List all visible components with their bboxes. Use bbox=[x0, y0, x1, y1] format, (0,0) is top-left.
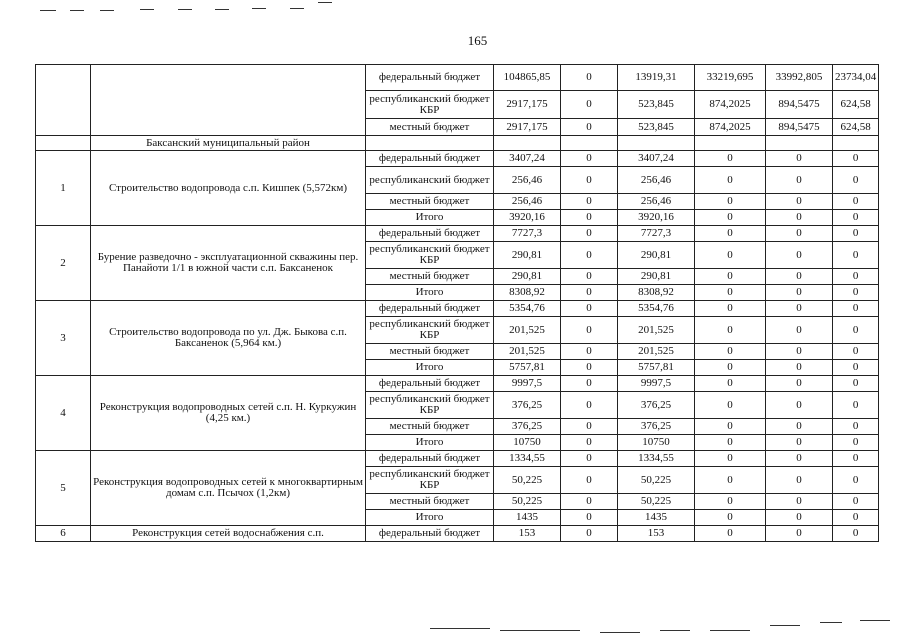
value-cell: 50,225 bbox=[494, 494, 561, 510]
funding-source-cell: республиканский бюджет КБР bbox=[366, 242, 494, 269]
value-cell: 256,46 bbox=[494, 167, 561, 194]
value-cell: 0 bbox=[833, 494, 879, 510]
value-cell: 0 bbox=[766, 526, 833, 542]
value-cell: 0 bbox=[766, 194, 833, 210]
value-cell: 0 bbox=[766, 451, 833, 467]
value-cell: 0 bbox=[766, 167, 833, 194]
value-cell: 0 bbox=[561, 151, 618, 167]
value-cell: 256,46 bbox=[618, 194, 695, 210]
funding-source-cell: Итого bbox=[366, 210, 494, 226]
table-row bbox=[36, 451, 879, 467]
value-cell: 376,25 bbox=[494, 392, 561, 419]
value-cell: 1435 bbox=[618, 510, 695, 526]
value-cell: 0 bbox=[833, 317, 879, 344]
value-cell: 50,225 bbox=[618, 467, 695, 494]
budget-table bbox=[35, 64, 879, 542]
value-cell: 0 bbox=[561, 376, 618, 392]
value-cell: 0 bbox=[695, 242, 766, 269]
value-cell: 0 bbox=[833, 344, 879, 360]
funding-source-cell: Итого bbox=[366, 360, 494, 376]
value-cell: 0 bbox=[561, 285, 618, 301]
value-cell: 0 bbox=[695, 301, 766, 317]
empty-cell bbox=[366, 136, 494, 151]
empty-cell bbox=[618, 136, 695, 151]
value-cell: 0 bbox=[695, 269, 766, 285]
value-cell: 5354,76 bbox=[618, 301, 695, 317]
value-cell: 0 bbox=[766, 510, 833, 526]
value-cell: 10750 bbox=[618, 435, 695, 451]
value-cell: 0 bbox=[833, 451, 879, 467]
value-cell: 0 bbox=[695, 494, 766, 510]
funding-source-cell: федеральный бюджет bbox=[366, 376, 494, 392]
value-cell: 0 bbox=[766, 419, 833, 435]
table-row bbox=[36, 376, 879, 392]
value-cell: 0 bbox=[766, 435, 833, 451]
value-cell: 153 bbox=[618, 526, 695, 542]
value-cell: 0 bbox=[695, 317, 766, 344]
funding-source-cell: федеральный бюджет bbox=[366, 526, 494, 542]
project-number: 4 bbox=[36, 376, 91, 451]
scan-edge-mark bbox=[70, 10, 84, 11]
district-row bbox=[36, 136, 879, 151]
value-cell: 624,58 bbox=[833, 119, 879, 136]
value-cell: 0 bbox=[561, 344, 618, 360]
funding-source-cell: федеральный бюджет bbox=[366, 301, 494, 317]
value-cell: 0 bbox=[833, 435, 879, 451]
empty-cell bbox=[494, 136, 561, 151]
empty-cell bbox=[695, 136, 766, 151]
value-cell: 376,25 bbox=[494, 419, 561, 435]
funding-source-cell: местный бюджет bbox=[366, 269, 494, 285]
project-name: Бурение разведочно - эксплуатационной скважины пер. Панайоти 1/1 в южной части с.п. Баксаненок bbox=[91, 226, 366, 301]
value-cell: 0 bbox=[561, 435, 618, 451]
value-cell: 0 bbox=[695, 285, 766, 301]
value-cell: 0 bbox=[561, 91, 618, 119]
scan-edge-mark bbox=[500, 630, 580, 631]
value-cell: 7727,3 bbox=[494, 226, 561, 242]
value-cell: 3920,16 bbox=[618, 210, 695, 226]
scan-edge-mark bbox=[290, 8, 304, 9]
value-cell: 0 bbox=[561, 167, 618, 194]
value-cell: 1334,55 bbox=[618, 451, 695, 467]
value-cell: 1334,55 bbox=[494, 451, 561, 467]
value-cell: 0 bbox=[561, 242, 618, 269]
funding-source-cell: местный бюджет bbox=[366, 419, 494, 435]
funding-source-cell: республиканский бюджет bbox=[366, 167, 494, 194]
district-title: Баксанский муниципальный район bbox=[91, 136, 366, 151]
value-cell: 0 bbox=[833, 210, 879, 226]
value-cell: 0 bbox=[833, 151, 879, 167]
scan-edge-mark bbox=[860, 620, 890, 621]
project-number: 5 bbox=[36, 451, 91, 526]
value-cell: 0 bbox=[833, 194, 879, 210]
value-cell: 0 bbox=[561, 301, 618, 317]
value-cell: 201,525 bbox=[618, 317, 695, 344]
table-row bbox=[36, 301, 879, 317]
value-cell: 256,46 bbox=[494, 194, 561, 210]
value-cell: 0 bbox=[695, 360, 766, 376]
value-cell: 874,2025 bbox=[695, 119, 766, 136]
value-cell: 894,5475 bbox=[766, 91, 833, 119]
empty-cell bbox=[561, 136, 618, 151]
value-cell: 0 bbox=[561, 467, 618, 494]
value-cell: 2917,175 bbox=[494, 91, 561, 119]
value-cell: 3407,24 bbox=[618, 151, 695, 167]
value-cell: 0 bbox=[766, 344, 833, 360]
scan-edge-mark bbox=[178, 9, 192, 10]
value-cell: 0 bbox=[833, 510, 879, 526]
value-cell: 0 bbox=[766, 210, 833, 226]
funding-source-cell: местный бюджет bbox=[366, 344, 494, 360]
funding-source-cell: федеральный бюджет bbox=[366, 65, 494, 91]
value-cell: 0 bbox=[561, 451, 618, 467]
project-number: 1 bbox=[36, 151, 91, 226]
number-cell bbox=[36, 65, 91, 136]
table-row bbox=[36, 151, 879, 167]
value-cell: 0 bbox=[766, 317, 833, 344]
value-cell: 8308,92 bbox=[618, 285, 695, 301]
value-cell: 0 bbox=[766, 151, 833, 167]
value-cell: 376,25 bbox=[618, 419, 695, 435]
value-cell: 0 bbox=[561, 392, 618, 419]
value-cell: 0 bbox=[766, 494, 833, 510]
value-cell: 0 bbox=[833, 285, 879, 301]
value-cell: 33219,695 bbox=[695, 65, 766, 91]
value-cell: 0 bbox=[695, 376, 766, 392]
project-name-cell bbox=[91, 65, 366, 136]
value-cell: 0 bbox=[695, 194, 766, 210]
value-cell: 5757,81 bbox=[618, 360, 695, 376]
value-cell: 290,81 bbox=[618, 269, 695, 285]
value-cell: 3407,24 bbox=[494, 151, 561, 167]
value-cell: 7727,3 bbox=[618, 226, 695, 242]
value-cell: 9997,5 bbox=[618, 376, 695, 392]
value-cell: 894,5475 bbox=[766, 119, 833, 136]
value-cell: 0 bbox=[561, 65, 618, 91]
value-cell: 290,81 bbox=[494, 269, 561, 285]
project-name: Реконструкция водопроводных сетей с.п. Н. Куркужин (4,25 км.) bbox=[91, 376, 366, 451]
value-cell: 0 bbox=[561, 494, 618, 510]
value-cell: 0 bbox=[695, 435, 766, 451]
project-name: Строительство водопровода по ул. Дж. Быкова с.п. Баксаненок (5,964 км.) bbox=[91, 301, 366, 376]
funding-source-cell: федеральный бюджет bbox=[366, 151, 494, 167]
scan-edge-mark bbox=[140, 9, 154, 10]
value-cell: 5354,76 bbox=[494, 301, 561, 317]
value-cell: 104865,85 bbox=[494, 65, 561, 91]
value-cell: 0 bbox=[695, 392, 766, 419]
value-cell: 0 bbox=[833, 467, 879, 494]
scan-edge-mark bbox=[820, 622, 842, 623]
funding-source-cell: Итого bbox=[366, 510, 494, 526]
value-cell: 0 bbox=[695, 167, 766, 194]
value-cell: 0 bbox=[833, 301, 879, 317]
project-number: 6 bbox=[36, 526, 91, 542]
funding-source-cell: местный бюджет bbox=[366, 494, 494, 510]
funding-source-cell: федеральный бюджет bbox=[366, 451, 494, 467]
value-cell: 0 bbox=[695, 467, 766, 494]
value-cell: 5757,81 bbox=[494, 360, 561, 376]
value-cell: 0 bbox=[766, 242, 833, 269]
value-cell: 376,25 bbox=[618, 392, 695, 419]
value-cell: 0 bbox=[561, 317, 618, 344]
value-cell: 624,58 bbox=[833, 91, 879, 119]
project-name: Реконструкция водопроводных сетей к многоквартирным домам с.п. Псычох (1,2км) bbox=[91, 451, 366, 526]
value-cell: 0 bbox=[766, 226, 833, 242]
value-cell: 0 bbox=[766, 376, 833, 392]
value-cell: 0 bbox=[833, 392, 879, 419]
value-cell: 0 bbox=[695, 526, 766, 542]
funding-source-cell: федеральный бюджет bbox=[366, 226, 494, 242]
value-cell: 0 bbox=[561, 510, 618, 526]
value-cell: 290,81 bbox=[618, 242, 695, 269]
scan-edge-mark bbox=[710, 630, 750, 631]
value-cell: 0 bbox=[766, 467, 833, 494]
value-cell: 13919,31 bbox=[618, 65, 695, 91]
scan-edge-mark bbox=[100, 10, 114, 11]
value-cell: 23734,04 bbox=[833, 65, 879, 91]
project-number: 2 bbox=[36, 226, 91, 301]
funding-source-cell: местный бюджет bbox=[366, 194, 494, 210]
funding-source-cell: Итого bbox=[366, 285, 494, 301]
scan-edge-mark bbox=[40, 10, 56, 11]
value-cell: 0 bbox=[695, 510, 766, 526]
value-cell: 0 bbox=[833, 269, 879, 285]
value-cell: 0 bbox=[561, 194, 618, 210]
value-cell: 2917,175 bbox=[494, 119, 561, 136]
value-cell: 0 bbox=[695, 226, 766, 242]
scan-edge-mark bbox=[660, 630, 690, 631]
empty-cell bbox=[833, 136, 879, 151]
value-cell: 50,225 bbox=[494, 467, 561, 494]
funding-source-cell: республиканский бюджет КБР bbox=[366, 317, 494, 344]
value-cell: 874,2025 bbox=[695, 91, 766, 119]
scan-edge-mark bbox=[430, 628, 490, 629]
value-cell: 0 bbox=[766, 285, 833, 301]
value-cell: 9997,5 bbox=[494, 376, 561, 392]
value-cell: 0 bbox=[833, 226, 879, 242]
value-cell: 33992,805 bbox=[766, 65, 833, 91]
value-cell: 201,525 bbox=[494, 317, 561, 344]
value-cell: 0 bbox=[833, 167, 879, 194]
value-cell: 0 bbox=[766, 301, 833, 317]
value-cell: 3920,16 bbox=[494, 210, 561, 226]
table-row bbox=[36, 526, 879, 542]
value-cell: 8308,92 bbox=[494, 285, 561, 301]
value-cell: 201,525 bbox=[494, 344, 561, 360]
scan-edge-mark bbox=[215, 9, 229, 10]
value-cell: 1435 bbox=[494, 510, 561, 526]
value-cell: 0 bbox=[695, 451, 766, 467]
value-cell: 0 bbox=[695, 151, 766, 167]
funding-source-cell: республиканский бюджет КБР bbox=[366, 91, 494, 119]
table-row bbox=[36, 226, 879, 242]
number-cell bbox=[36, 136, 91, 151]
value-cell: 290,81 bbox=[494, 242, 561, 269]
scan-edge-mark bbox=[770, 625, 800, 626]
value-cell: 0 bbox=[561, 119, 618, 136]
funding-source-cell: Итого bbox=[366, 435, 494, 451]
table-row bbox=[36, 65, 879, 91]
scan-edge-mark bbox=[252, 8, 266, 9]
page-number: 165 bbox=[467, 33, 488, 48]
funding-source-cell: местный бюджет bbox=[366, 119, 494, 136]
value-cell: 0 bbox=[833, 360, 879, 376]
value-cell: 153 bbox=[494, 526, 561, 542]
project-number: 3 bbox=[36, 301, 91, 376]
value-cell: 0 bbox=[695, 210, 766, 226]
value-cell: 256,46 bbox=[618, 167, 695, 194]
value-cell: 0 bbox=[561, 269, 618, 285]
project-name: Строительство водопровода с.п. Кишпек (5,572км) bbox=[91, 151, 366, 226]
value-cell: 201,525 bbox=[618, 344, 695, 360]
value-cell: 0 bbox=[561, 419, 618, 435]
value-cell: 0 bbox=[561, 360, 618, 376]
value-cell: 0 bbox=[833, 242, 879, 269]
value-cell: 0 bbox=[766, 269, 833, 285]
value-cell: 0 bbox=[766, 392, 833, 419]
value-cell: 523,845 bbox=[618, 119, 695, 136]
value-cell: 0 bbox=[833, 419, 879, 435]
empty-cell bbox=[766, 136, 833, 151]
scan-edge-mark bbox=[318, 2, 332, 3]
scan-edge-mark bbox=[600, 632, 640, 633]
value-cell: 0 bbox=[561, 210, 618, 226]
value-cell: 0 bbox=[561, 226, 618, 242]
value-cell: 0 bbox=[833, 376, 879, 392]
funding-source-cell: республиканский бюджет КБР bbox=[366, 467, 494, 494]
project-name: Реконструкция сетей водоснабжения с.п. bbox=[91, 526, 366, 542]
value-cell: 10750 bbox=[494, 435, 561, 451]
funding-source-cell: республиканский бюджет КБР bbox=[366, 392, 494, 419]
value-cell: 523,845 bbox=[618, 91, 695, 119]
value-cell: 0 bbox=[766, 360, 833, 376]
value-cell: 0 bbox=[833, 526, 879, 542]
value-cell: 0 bbox=[695, 344, 766, 360]
value-cell: 0 bbox=[561, 526, 618, 542]
value-cell: 50,225 bbox=[618, 494, 695, 510]
value-cell: 0 bbox=[695, 419, 766, 435]
